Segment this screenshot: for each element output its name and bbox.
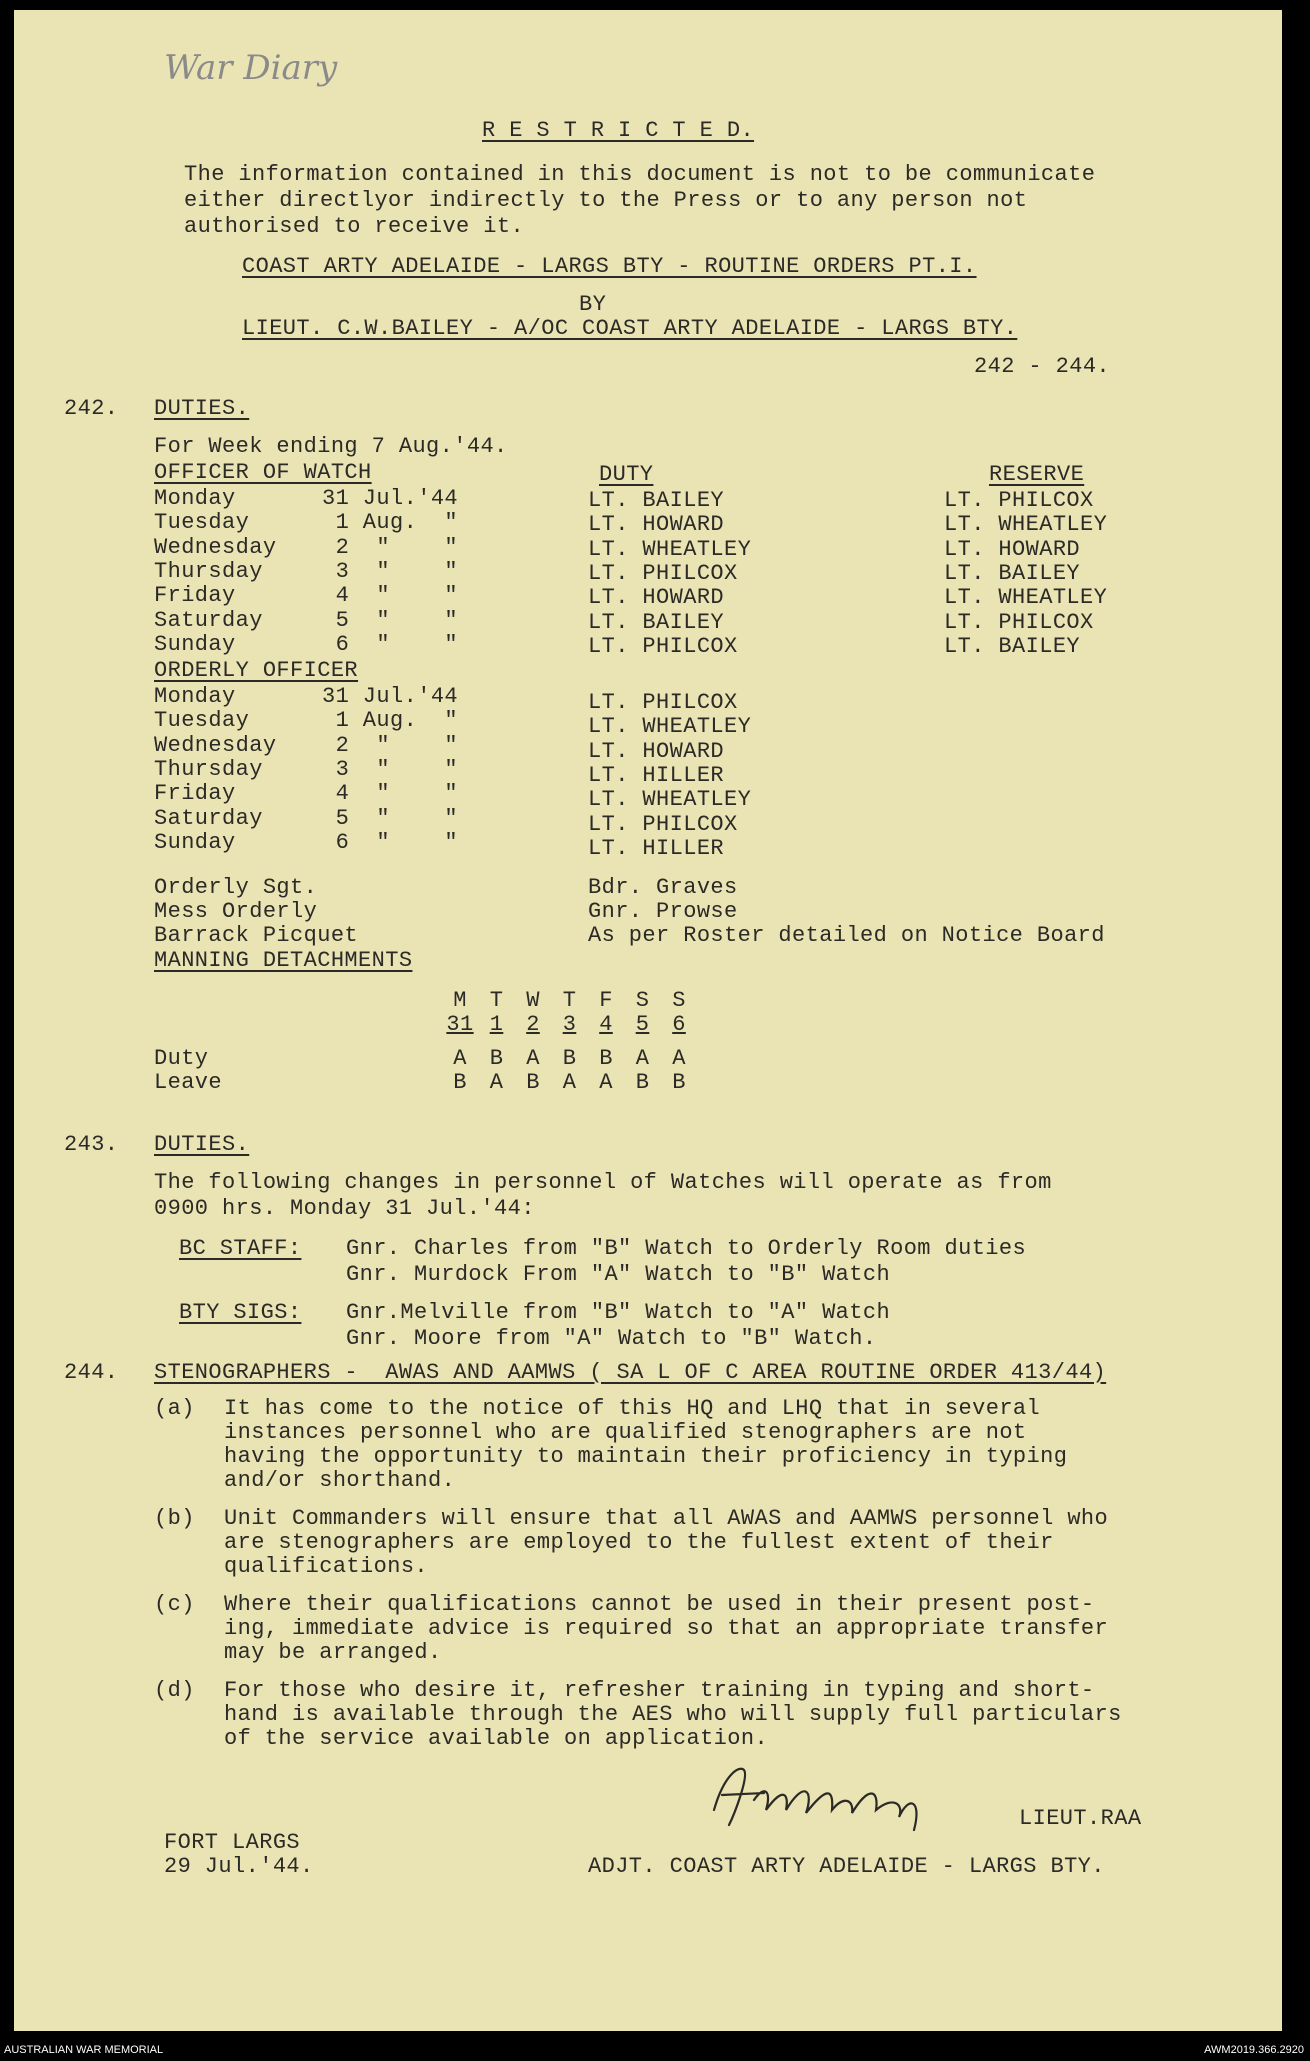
manning-cell-duty: A: [635, 1046, 650, 1071]
manning-cell-leave: A: [562, 1070, 577, 1095]
manning-cell-leave: B: [635, 1070, 650, 1095]
order-242-number: 242.: [64, 396, 119, 421]
watch-day: Tuesday: [154, 510, 250, 536]
watch-date: 2 " ": [322, 534, 459, 560]
paragraph-line: For those who desire it, refresher training in typing and short-: [224, 1678, 1095, 1703]
watch-duty-officer: LT. PHILCOX: [588, 633, 738, 659]
duty-column-heading: DUTY: [599, 462, 654, 487]
watch-reserve-officer: LT. BAILEY: [944, 633, 1081, 659]
paragraph-line: may be arranged.: [224, 1640, 442, 1665]
manning-cell-leave: B: [453, 1070, 467, 1095]
watch-duty-officer: LT. PHILCOX: [588, 560, 738, 586]
watch-reserve-officer: LT. PHILCOX: [944, 488, 1094, 513]
bc-staff-line: Gnr. Charles from "B" Watch to Orderly Room duties: [346, 1236, 1027, 1261]
watch-duty-officer: LT. HOWARD: [588, 585, 725, 611]
reserve-column-heading: RESERVE: [989, 462, 1085, 487]
orderly-officer-name: LT. PHILCOX: [588, 690, 738, 715]
orderly-officer-heading: ORDERLY OFFICER: [154, 658, 359, 683]
watch-date: 3 " ": [322, 558, 459, 584]
order-range: 242 - 244.: [974, 354, 1111, 379]
signatory-position: ADJT. COAST ARTY ADELAIDE - LARGS BTY.: [588, 1854, 1105, 1879]
manning-cell-days: S: [672, 988, 686, 1013]
watch-day: Friday: [154, 583, 236, 609]
document-title: COAST ARTY ADELAIDE - LARGS BTY - ROUTINE ORDERS PT.I.: [242, 254, 977, 279]
watch-reserve-officer: LT. BAILEY: [944, 560, 1081, 586]
other-duty-person: As per Roster detailed on Notice Board: [588, 923, 1105, 948]
bc-staff-line: Gnr. Murdock From "A" Watch to "B" Watch: [346, 1262, 891, 1287]
archive-label-right: AWM2019.366.2920: [1204, 2044, 1304, 2056]
bty-sigs-line: Gnr. Moore from "A" Watch to "B" Watch.: [346, 1326, 877, 1351]
orderly-date: 3 " ": [322, 756, 459, 782]
paragraph-line: hand is available through the AES who will supply full particulars: [224, 1702, 1122, 1727]
orderly-date: 6 " ": [322, 829, 459, 855]
manning-duty-label: Duty: [154, 1046, 209, 1071]
week-ending: For Week ending 7 Aug.'44.: [154, 434, 508, 459]
manning-cell-dates: 31: [446, 1012, 474, 1037]
watch-date: 1 Aug. ": [322, 510, 459, 536]
other-duty-person: Bdr. Graves: [588, 875, 738, 900]
other-duty-person: Gnr. Prowse: [588, 899, 738, 924]
orderly-date: 31 Jul.'44: [322, 684, 459, 709]
orderly-officer-name: LT. HILLER: [588, 835, 725, 861]
order-244-heading: STENOGRAPHERS - AWAS AND AAMWS ( SA L OF C AREA ROUTINE ORDER 413/44): [154, 1360, 1107, 1385]
manning-cell-leave: B: [672, 1070, 686, 1095]
document-page: [14, 10, 1282, 2031]
paragraph-line: and/or shorthand.: [224, 1468, 456, 1493]
watch-duty-officer: LT. WHEATLEY: [588, 536, 752, 562]
officer-of-watch-heading: OFFICER OF WATCH: [154, 460, 372, 485]
orderly-day: Friday: [154, 781, 236, 807]
orderly-officer-name: LT. WHEATLEY: [588, 787, 752, 813]
paragraph-label: (b): [154, 1506, 195, 1531]
watch-duty-officer: LT. BAILEY: [588, 488, 725, 513]
manning-cell-leave: B: [526, 1070, 540, 1095]
other-duty-role: Barrack Picquet: [154, 923, 359, 948]
bty-sigs-line: Gnr.Melville from "B" Watch to "A" Watch: [346, 1300, 891, 1325]
author-line: LIEUT. C.W.BAILEY - A/OC COAST ARTY ADELAIDE - LARGS BTY.: [242, 316, 1018, 341]
paragraph-label: (a): [154, 1396, 195, 1421]
bty-sigs-label: BTY SIGS:: [179, 1300, 302, 1325]
manning-cell-days: W: [526, 988, 540, 1013]
watch-duty-officer: LT. HOWARD: [588, 512, 725, 538]
watch-reserve-officer: LT. PHILCOX: [944, 609, 1094, 635]
manning-cell-duty: A: [526, 1046, 540, 1071]
order-243-number: 243.: [64, 1132, 119, 1157]
orderly-officer-name: LT. WHEATLEY: [588, 714, 752, 740]
orderly-day: Saturday: [154, 805, 263, 831]
watch-reserve-officer: LT. HOWARD: [944, 536, 1081, 562]
restricted-heading: R E S T R I C T E D.: [482, 118, 755, 143]
manning-cell-duty: A: [672, 1046, 686, 1071]
paragraph-label: (d): [154, 1678, 195, 1703]
watch-day: Sunday: [154, 631, 236, 657]
orderly-officer-name: LT. HOWARD: [588, 738, 725, 764]
watch-day: Saturday: [154, 607, 263, 633]
manning-cell-duty: A: [453, 1046, 467, 1071]
other-duty-role: Orderly Sgt.: [154, 875, 318, 900]
orderly-day: Tuesday: [154, 708, 250, 734]
notice-line-2: either directlyor indirectly to the Press or to any person not: [184, 188, 1028, 213]
manning-cell-days: M: [453, 988, 467, 1013]
orderly-day: Sunday: [154, 829, 236, 855]
manning-cell-dates: 5: [635, 1012, 650, 1037]
bc-staff-label: BC STAFF:: [179, 1236, 302, 1261]
manning-cell-days: T: [489, 988, 504, 1013]
watch-reserve-officer: LT. WHEATLEY: [944, 585, 1108, 611]
watch-date: 5 " ": [322, 607, 459, 633]
order-243-intro-2: 0900 hrs. Monday 31 Jul.'44:: [154, 1196, 535, 1221]
watch-day: Thursday: [154, 558, 263, 584]
place: FORT LARGS: [164, 1830, 301, 1855]
orderly-date: 1 Aug. ": [322, 708, 459, 734]
watch-date: 6 " ": [322, 631, 459, 657]
watch-day: Wednesday: [154, 534, 277, 560]
orderly-officer-name: LT. PHILCOX: [588, 811, 738, 837]
manning-cell-leave: A: [599, 1070, 613, 1095]
orderly-date: 2 " ": [322, 732, 459, 758]
manning-cell-leave: A: [489, 1070, 504, 1095]
manning-cell-days: F: [599, 988, 613, 1013]
watch-day: Monday: [154, 486, 236, 511]
manning-cell-duty: B: [489, 1046, 504, 1071]
watch-date: 4 " ": [322, 583, 459, 609]
paragraph-line: qualifications.: [224, 1554, 429, 1579]
paragraph-line: instances personnel who are qualified stenographers are not: [224, 1420, 1027, 1445]
manning-detachments-heading: MANNING DETACHMENTS: [154, 948, 413, 973]
order-244-number: 244.: [64, 1360, 119, 1385]
paragraph-line: Unit Commanders will ensure that all AWAS and AAMWS personnel who: [224, 1506, 1109, 1531]
orderly-officer-name: LT. HILLER: [588, 762, 725, 788]
notice-line-3: authorised to receive it.: [184, 214, 525, 239]
manning-cell-days: T: [562, 988, 577, 1013]
notice-line-1: The information contained in this document is not to be communicate: [184, 162, 1096, 187]
paragraph-label: (c): [154, 1592, 195, 1617]
watch-reserve-officer: LT. WHEATLEY: [944, 512, 1108, 538]
orderly-day: Thursday: [154, 756, 263, 782]
manning-cell-dates: 1: [489, 1012, 504, 1037]
other-duty-role: Mess Orderly: [154, 899, 318, 924]
manning-leave-label: Leave: [154, 1070, 223, 1095]
paragraph-line: Where their qualifications cannot be used in their present post-: [224, 1592, 1095, 1617]
date: 29 Jul.'44.: [164, 1854, 314, 1879]
manning-cell-dates: 6: [672, 1012, 686, 1037]
signature: [694, 1755, 994, 1845]
watch-date: 31 Jul.'44: [322, 486, 459, 511]
manning-cell-duty: B: [599, 1046, 613, 1071]
manning-cell-dates: 4: [599, 1012, 613, 1037]
manning-cell-dates: 2: [526, 1012, 540, 1037]
paragraph-line: of the service available on application.: [224, 1726, 769, 1751]
orderly-date: 4 " ": [322, 781, 459, 807]
watch-duty-officer: LT. BAILEY: [588, 609, 725, 635]
manning-cell-dates: 3: [562, 1012, 577, 1037]
paragraph-line: It has come to the notice of this HQ and LHQ that in several: [224, 1396, 1041, 1421]
orderly-date: 5 " ": [322, 805, 459, 831]
archive-label-left: AUSTRALIAN WAR MEMORIAL: [4, 2044, 164, 2056]
paragraph-line: are stenographers are employed to the fullest extent of their: [224, 1530, 1054, 1555]
order-243-heading: DUTIES.: [154, 1132, 250, 1157]
signatory-rank: LIEUT.RAA: [1019, 1806, 1142, 1831]
order-242-heading: DUTIES.: [154, 396, 250, 421]
orderly-day: Wednesday: [154, 732, 277, 758]
handwritten-annotation: War Diary: [164, 48, 338, 88]
paragraph-line: having the opportunity to maintain their proficiency in typing: [224, 1444, 1068, 1469]
manning-cell-days: S: [635, 988, 650, 1013]
order-243-intro-1: The following changes in personnel of Watches will operate as from: [154, 1170, 1052, 1195]
manning-cell-duty: B: [562, 1046, 577, 1071]
orderly-day: Monday: [154, 684, 236, 709]
by-line: BY: [579, 292, 607, 317]
paragraph-line: ing, immediate advice is required so that an appropriate transfer: [224, 1616, 1109, 1641]
